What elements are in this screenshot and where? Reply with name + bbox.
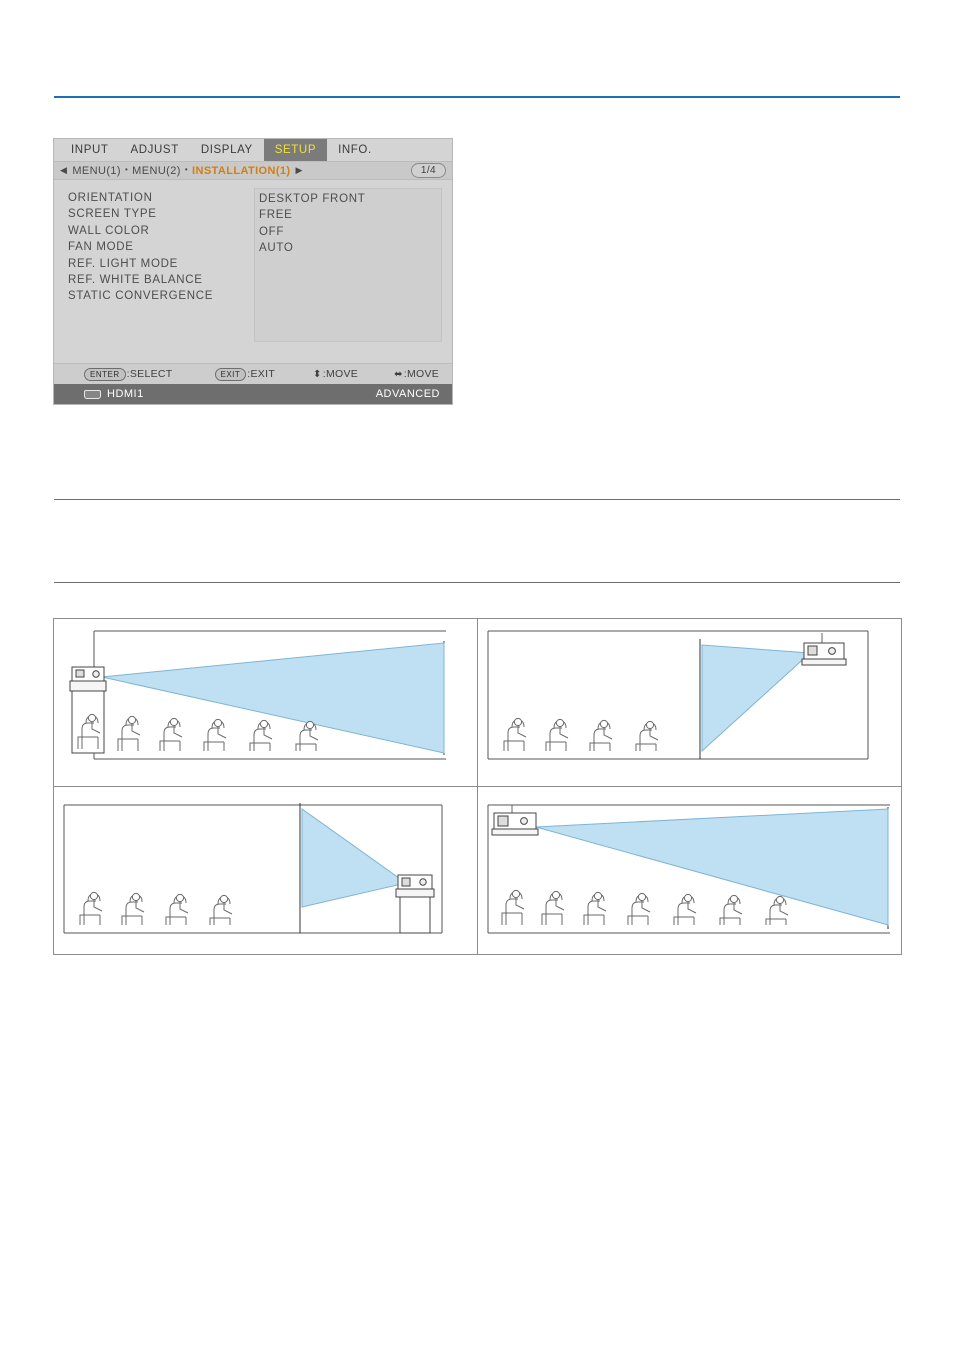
header-rule	[54, 96, 900, 98]
value-wall-color[interactable]: OFF	[259, 225, 285, 238]
orientation-figures	[53, 618, 901, 954]
hint-move-vertical	[313, 368, 358, 380]
section-rule-1	[54, 499, 900, 500]
value-screen-type[interactable]: FREE	[259, 209, 293, 222]
hint-exit	[215, 368, 276, 381]
menu-item-ref-white-balance[interactable]: REF. WHITE BALANCE	[68, 274, 203, 287]
osd-status-bar	[54, 384, 452, 404]
osd-menu	[53, 138, 453, 405]
menu-item-static-convergence[interactable]: STATIC CONVERGENCE	[68, 290, 214, 303]
chevron-left-icon[interactable]: ◀	[60, 165, 68, 175]
menu-item-screen-type[interactable]: SCREEN TYPE	[68, 208, 157, 221]
figure-ceiling-front	[477, 786, 902, 955]
osd-item-list	[68, 190, 278, 305]
osd-value-panel	[254, 188, 442, 342]
exit-key-icon: EXIT	[215, 368, 247, 381]
tab-display[interactable]: DISPLAY	[200, 144, 253, 156]
breadcrumb-dot-icon-2: •	[184, 165, 189, 174]
breadcrumb-installation1[interactable]: INSTALLATION(1)	[192, 164, 291, 177]
updown-arrow-icon: ⬍	[313, 368, 322, 380]
figure-desktop-front	[53, 618, 478, 787]
leftright-arrow-icon: ⬌	[394, 368, 403, 380]
osd-hint-bar	[54, 363, 452, 384]
tab-adjust[interactable]: ADJUST	[130, 144, 179, 156]
breadcrumb-dot-icon: •	[124, 165, 129, 174]
hint-move-horizontal-label: :MOVE	[403, 368, 440, 380]
hint-select	[84, 368, 173, 381]
value-orientation[interactable]: DESKTOP FRONT	[259, 193, 366, 205]
hint-move-horizontal	[394, 368, 439, 380]
osd-breadcrumb	[54, 161, 452, 180]
hdmi-icon	[84, 390, 101, 399]
figure-desktop-rear	[53, 786, 478, 955]
tab-input[interactable]: INPUT	[71, 144, 109, 156]
breadcrumb-menu2[interactable]: MENU(2)	[132, 164, 181, 177]
breadcrumb-menu1[interactable]: MENU(1)	[72, 164, 121, 177]
hint-select-label: :SELECT	[126, 368, 173, 380]
hint-move-vertical-label: :MOVE	[322, 368, 359, 380]
status-mode: ADVANCED	[375, 388, 440, 400]
figure-ceiling-rear	[477, 618, 902, 787]
menu-item-fan-mode[interactable]: FAN MODE	[68, 241, 134, 254]
osd-tab-bar	[54, 139, 452, 161]
enter-key-icon: ENTER	[84, 368, 126, 381]
tab-info[interactable]: INFO.	[338, 144, 372, 156]
value-fan-mode[interactable]: AUTO	[259, 242, 294, 255]
tab-setup[interactable]: SETUP	[264, 139, 327, 161]
status-source: HDMI1	[107, 388, 144, 400]
menu-item-ref-light-mode[interactable]: REF. LIGHT MODE	[68, 257, 178, 270]
section-rule-2	[54, 582, 900, 583]
chevron-right-icon[interactable]: ▶	[295, 165, 303, 175]
menu-item-wall-color[interactable]: WALL COLOR	[68, 224, 150, 237]
osd-body	[54, 180, 452, 363]
page-indicator: 1/4	[411, 163, 446, 178]
menu-item-orientation[interactable]: ORIENTATION	[68, 192, 153, 204]
hint-exit-label: :EXIT	[247, 368, 276, 380]
